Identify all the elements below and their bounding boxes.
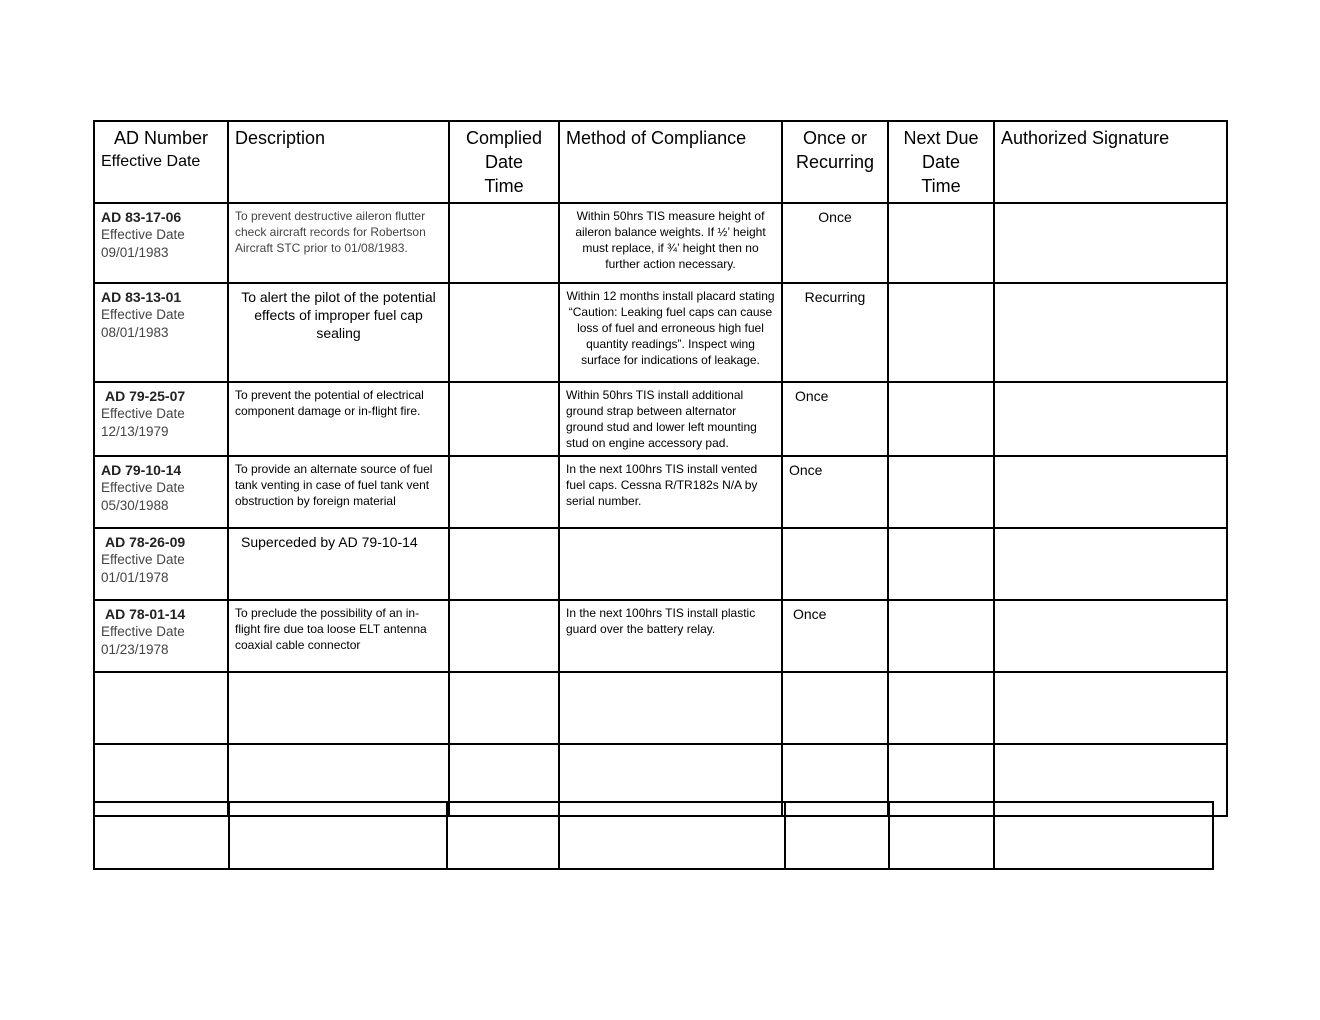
empty-cell[interactable]	[94, 672, 228, 744]
signature-cell[interactable]	[994, 528, 1227, 600]
header-complied-label: Complied	[465, 128, 543, 148]
header-complied-time: Time	[484, 176, 524, 196]
next-due-cell[interactable]	[888, 600, 994, 672]
method-cell: Within 50hrs TIS install additional ground strap between alternator ground stud and lower left mounting stud on engine accessory pad.	[559, 382, 782, 456]
ad-cell	[94, 600, 228, 672]
empty-cell[interactable]	[888, 672, 994, 744]
complied-cell[interactable]	[449, 203, 559, 283]
description-cell: To provide an alternate source of fuel tank venting in case of fuel tank vent obstruction by foreign material	[228, 456, 449, 528]
method-cell: In the next 100hrs TIS install vented fuel caps. Cessna R/TR182s N/A by serial number.	[559, 456, 782, 528]
ad-cell	[94, 203, 228, 283]
last-row-block	[93, 801, 1214, 870]
empty-cell[interactable]	[559, 672, 782, 744]
header-once-recurring	[782, 121, 888, 203]
header-recurring-label: Recurring	[795, 152, 875, 172]
signature-cell[interactable]	[994, 203, 1227, 283]
effective-date-label: Effective Date	[101, 624, 185, 639]
signature-cell[interactable]	[994, 283, 1227, 382]
table-row	[94, 528, 1227, 600]
next-due-cell[interactable]	[888, 382, 994, 456]
complied-cell[interactable]	[449, 283, 559, 382]
ad-number: AD 79-25-07	[105, 388, 186, 404]
empty-cell[interactable]	[994, 802, 1213, 869]
effective-date-label: Effective Date	[101, 552, 185, 567]
ad-number: AD 83-17-06	[101, 209, 182, 225]
header-next-due-date: Date	[921, 152, 961, 172]
header-method: Method of Compliance	[559, 121, 782, 203]
header-row	[94, 121, 1227, 203]
once-recurring-cell: Once	[782, 203, 888, 283]
once-recurring-cell: Once	[782, 600, 888, 672]
effective-date-label: Effective Date	[101, 307, 185, 322]
ad-compliance-record	[93, 120, 1228, 817]
table-row	[94, 382, 1227, 456]
effective-date-label: Effective Date	[101, 480, 185, 495]
ad-table	[93, 120, 1228, 817]
description-cell: To prevent destructive aileron flutter check aircraft records for Robertson Aircraft STC prior to 01/08/1983.	[228, 203, 449, 283]
next-due-cell[interactable]	[888, 528, 994, 600]
empty-row	[94, 802, 1213, 869]
method-cell	[559, 528, 782, 600]
header-complied	[449, 121, 559, 203]
next-due-cell[interactable]	[888, 456, 994, 528]
description-cell: Superceded by AD 79-10-14	[228, 528, 449, 600]
ad-number: AD 78-26-09	[105, 534, 186, 550]
ad-number: AD 79-10-14	[101, 462, 182, 478]
empty-cell[interactable]	[782, 672, 888, 744]
next-due-cell[interactable]	[888, 203, 994, 283]
ad-cell	[94, 456, 228, 528]
effective-date: 12/13/1979	[101, 424, 169, 439]
header-complied-date: Date	[484, 152, 524, 172]
method-cell: In the next 100hrs TIS install plastic guard over the battery relay.	[559, 600, 782, 672]
signature-cell[interactable]	[994, 600, 1227, 672]
signature-cell[interactable]	[994, 456, 1227, 528]
next-due-cell[interactable]	[888, 283, 994, 382]
empty-cell[interactable]	[449, 672, 559, 744]
empty-cell[interactable]	[559, 802, 785, 869]
empty-cell[interactable]	[228, 672, 449, 744]
header-next-due	[888, 121, 994, 203]
header-once-label: Once or	[802, 128, 868, 148]
complied-cell[interactable]	[449, 528, 559, 600]
last-row-table	[93, 801, 1214, 870]
once-recurring-cell: Recurring	[782, 283, 888, 382]
ad-cell	[94, 528, 228, 600]
table-row	[94, 456, 1227, 528]
table-row	[94, 283, 1227, 382]
once-recurring-cell: Once	[782, 382, 888, 456]
complied-cell[interactable]	[449, 456, 559, 528]
empty-cell[interactable]	[994, 672, 1227, 744]
effective-date: 08/01/1983	[101, 325, 169, 340]
header-signature: Authorized Signature	[994, 121, 1227, 203]
empty-row	[94, 672, 1227, 744]
description-cell: To alert the pilot of the potential effects of improper fuel cap sealing	[228, 283, 449, 382]
signature-cell[interactable]	[994, 382, 1227, 456]
table-row	[94, 203, 1227, 283]
ad-cell	[94, 382, 228, 456]
header-effective-date-label: Effective Date	[101, 153, 201, 170]
empty-cell[interactable]	[229, 802, 447, 869]
effective-date: 01/01/1978	[101, 570, 169, 585]
once-recurring-cell	[782, 528, 888, 600]
header-description: Description	[228, 121, 449, 203]
effective-date: 09/01/1983	[101, 245, 169, 260]
effective-date-label: Effective Date	[101, 227, 185, 242]
empty-cell[interactable]	[889, 802, 994, 869]
effective-date: 05/30/1988	[101, 498, 169, 513]
effective-date-label: Effective Date	[101, 406, 185, 421]
description-cell: To prevent the potential of electrical component damage or in-flight fire.	[228, 382, 449, 456]
ad-number: AD 83-13-01	[101, 289, 182, 305]
effective-date: 01/23/1978	[101, 642, 169, 657]
complied-cell[interactable]	[449, 382, 559, 456]
ad-cell	[94, 283, 228, 382]
header-ad-number-label: AD Number	[113, 128, 209, 148]
method-cell: Within 50hrs TIS measure height of aileron balance weights. If ½’ height must replace, if ¾’ height then no further action necessary.	[559, 203, 782, 283]
empty-cell[interactable]	[94, 802, 229, 869]
header-ad-number	[94, 121, 228, 203]
empty-cell[interactable]	[447, 802, 559, 869]
table-row	[94, 600, 1227, 672]
once-recurring-cell: Once	[782, 456, 888, 528]
method-cell: Within 12 months install placard stating “Caution: Leaking fuel caps can cause loss of fuel and erroneous high fuel quantity readings”. Inspect wing surface for indications of leakage.	[559, 283, 782, 382]
header-next-due-time: Time	[921, 176, 961, 196]
ad-number: AD 78-01-14	[105, 606, 186, 622]
description-cell: To preclude the possibility of an in-flight fire due toa loose ELT antenna coaxial cable connector	[228, 600, 449, 672]
header-next-due-label: Next Due	[903, 128, 979, 148]
empty-cell[interactable]	[785, 802, 889, 869]
complied-cell[interactable]	[449, 600, 559, 672]
